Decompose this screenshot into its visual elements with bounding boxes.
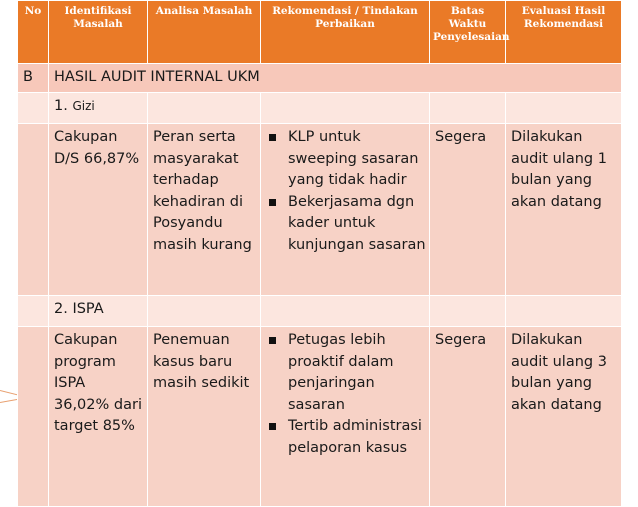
list-item: Tertib administrasi pelaporan kasus bbox=[266, 416, 426, 459]
table-row bbox=[18, 124, 622, 296]
table-row bbox=[18, 327, 622, 507]
section-code: B bbox=[18, 64, 49, 93]
list-item: KLP untuk sweeping sasaran yang tidak hadir bbox=[266, 127, 426, 192]
cell-analisa: Peran serta masyarakat terhadap kehadiran di Posyandu masih kurang bbox=[148, 124, 261, 296]
list-item: Bekerjasama dgn kader untuk kunjungan sasaran bbox=[266, 192, 426, 257]
cell-batas-waktu: Segera bbox=[430, 124, 506, 296]
cell-evaluasi: Dilakukan audit ulang 3 bulan yang akan datang bbox=[506, 327, 622, 507]
section-row bbox=[18, 64, 622, 93]
header-batas-waktu: Batas Waktu Penyelesaian bbox=[430, 1, 506, 64]
cell-analisa: Penemuan kasus baru masih sedikit bbox=[148, 327, 261, 507]
cell-rekomendasi bbox=[261, 124, 430, 296]
cell-batas-waktu: Segera bbox=[430, 327, 506, 507]
item-name: Gizi bbox=[72, 99, 95, 113]
subsection-label bbox=[49, 93, 148, 124]
table-header-row bbox=[18, 1, 622, 64]
subsection-label: 2. ISPA bbox=[49, 296, 148, 327]
header-no: No bbox=[18, 1, 49, 64]
subsection-row bbox=[18, 93, 622, 124]
cell-identifikasi: Cakupan program ISPA 36,02% dari target 85% bbox=[49, 327, 148, 507]
list-item: Petugas lebih proaktif dalam penjaringan sasaran bbox=[266, 330, 426, 416]
cell-evaluasi: Dilakukan audit ulang 1 bulan yang akan datang bbox=[506, 124, 622, 296]
header-evaluasi: Evaluasi Hasil Rekomendasi bbox=[506, 1, 622, 64]
cell-identifikasi: Cakupan D/S 66,87% bbox=[49, 124, 148, 296]
item-number: 1. bbox=[54, 98, 68, 114]
section-title: HASIL AUDIT INTERNAL UKM bbox=[49, 64, 622, 93]
header-analisa: Analisa Masalah bbox=[148, 1, 261, 64]
cell-rekomendasi bbox=[261, 327, 430, 507]
header-rekomendasi: Rekomendasi / Tindakan Perbaikan bbox=[261, 1, 430, 64]
header-identifikasi: Identifikasi Masalah bbox=[49, 1, 148, 64]
subsection-row bbox=[18, 296, 622, 327]
audit-table bbox=[17, 0, 622, 507]
